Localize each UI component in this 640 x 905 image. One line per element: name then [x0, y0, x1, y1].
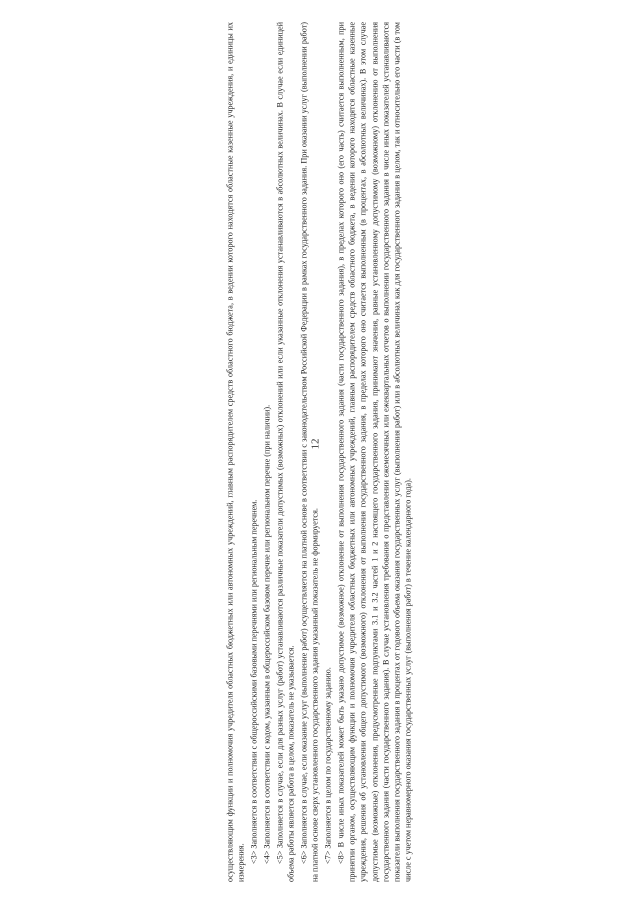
footnote-4: <4> Заполняется в соответствии с кодом, указанным в общероссийском базовом перечне или региональном перечне (при наличии). — [262, 404, 272, 864]
footnotes-text-block — [224, 22, 415, 882]
page-number: 12 — [309, 438, 322, 450]
paragraph-continuation: осуществляющим функции и полномочия учредителя областных бюджетных или автономных учреждений, главным распорядителем средств областного бюджета, в ведении которого находятся областные казенные учреждения, и единицы их измерения. — [225, 22, 246, 882]
footnote-5: <5> Заполняется в случае, если для разных услуг (работ) устанавливаются различные показатели допустимых (возможных) отклонений или если указанные отклонения устанавливаются в абсолютных величинах. В случае если единицей объема работы является работа в целом, показатель не указывается. — [275, 22, 296, 882]
footnote-3: <3> Заполняется в соответствии с общероссийскими базовыми перечнями или региональным перечнем. — [249, 499, 259, 864]
footnote-7: <7> Заполняется в целом по государственному заданию. — [323, 667, 333, 864]
footnote-8: <8> В числе иных показателей может быть указано допустимое (возможное) отклонение от выполнения государственного задания (части государственного задания), в пределах которого оно (его часть) считается выполненным, при принятии органом, осуществляющим функции и полномочия учредителя областных бюджетных или автономных учреждений, главным распорядителем средств областного бюджета, в ведении которого находятся областные казенные учреждения, решения об установлении общего допустимого (возможного) отклонения от выполнения государственного задания, в пределах которого оно считается выполненным (в процентах, в абсолютных величинах). В этом случае допустимые (возможные) отклонения, предусмотренные подпунктами 3.1 и 3.2 частей 1 и 2 настоящего государственного задания, принимают значения, равные установленному допустимому (возможному) отклонению от выполнения государственного задания (части государственного задания). В случае установления требования о представлении ежемесячных или ежеквартальных отчетов о выполнении государственного задания в числе иных показателей устанавливаются показатели выполнения государственного задания в процентах от годового объема оказания государственных услуг (выполнения работ) или в абсолютных величинах как для государственного задания в целом, так и относительно его части (в том числе с учетом неравномерного оказания государственных услуг (выполнения работ) в течение календарного года). — [336, 22, 413, 882]
footnote-6: <6> Заполняется в случае, если оказание услуг (выполнение работ) осуществляется на платной основе в соответствии с законодательством Российской Федерации в рамках государственного задания. При оказании услуг (выполнении работ) на платной основе сверх установленного государственного задания указанный показатель не формируется. — [299, 22, 320, 882]
